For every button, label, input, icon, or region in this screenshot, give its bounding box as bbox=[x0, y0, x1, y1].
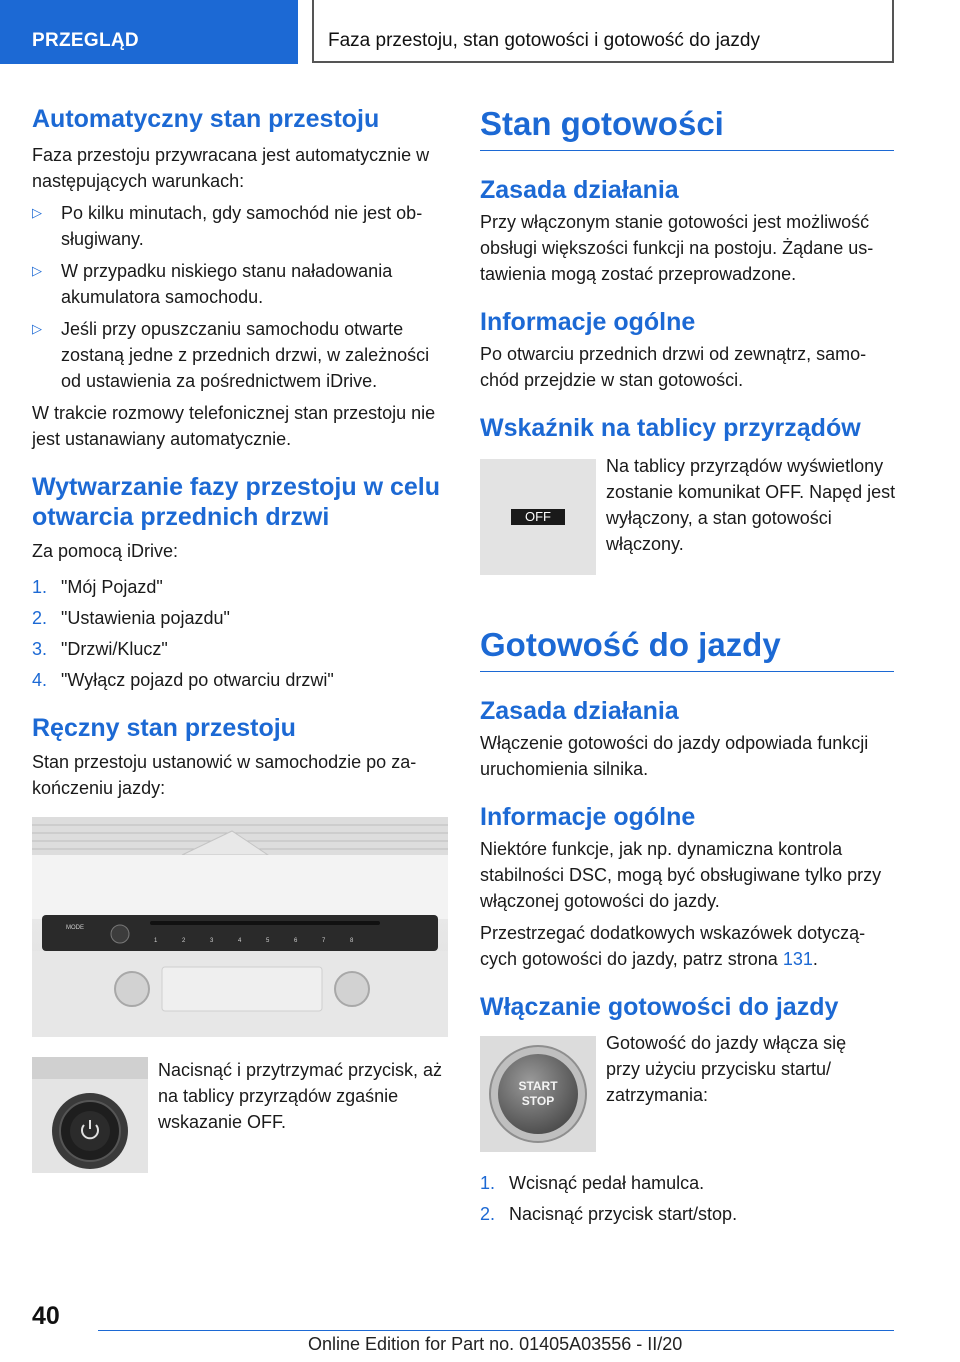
heading-general-drive: Informacje ogólne bbox=[480, 803, 696, 831]
page-header-title: Faza przestoju, stan gotowości i gotowość do jazdy bbox=[328, 30, 760, 51]
heading-automatic-sleep: Automatyczny stan przestoju bbox=[32, 105, 380, 133]
start-stop-illustration bbox=[480, 1036, 596, 1152]
right-column bbox=[480, 104, 894, 1227]
list-item: 2. "Ustawienia pojazdu" bbox=[32, 608, 230, 628]
stop-label: STOP bbox=[521, 1094, 555, 1108]
power-button-image bbox=[32, 1057, 148, 1173]
off-indicator-image bbox=[480, 459, 596, 575]
heading-create-sleep-doors: Wytwarzanie fazy przestoju w celu otwarcia przednich drzwi bbox=[32, 473, 440, 531]
start-stop-text: Gotowość do jazdy włącza się przy użyciu przycisku startu/ zatrzymania: bbox=[606, 1033, 847, 1105]
heading-indicator: Wskaźnik na tablicy przyrządów bbox=[480, 414, 861, 442]
heading-principle-drive: Zasada działania bbox=[480, 697, 679, 725]
idrive-steps bbox=[32, 574, 448, 693]
list-item: 2. Nacisnąć przycisk start/stop. bbox=[480, 1204, 738, 1224]
paragraph-observe: Przestrzegać dodatkowych wskazówek dotyczących gotowości do jazdy, patrz strona 131. bbox=[480, 923, 866, 969]
left-column bbox=[32, 104, 448, 1217]
paragraph-idrive: Za pomocą iDrive: bbox=[32, 541, 179, 561]
list-item: 1. "Mój Pojazd" bbox=[32, 577, 163, 597]
list-item: ▷ Jeśli przy opuszczaniu samochodu otwarte zostaną jedne z przednich drzwi, w zależności od ustawienia za pośrednictwem iDrive. bbox=[32, 316, 448, 394]
page-link-131[interactable]: 131 bbox=[782, 949, 813, 969]
off-indicator-text: Na tablicy przyrządów wyświetlony zostanie komunikat OFF. Napęd jest wyłączony, a stan gotowości włączony. bbox=[606, 456, 896, 554]
heading-drive-ready: Gotowość do jazdy bbox=[480, 625, 894, 672]
list-item: ▷ W przypadku niskiego stanu naładowania akumulatora samochodu. bbox=[32, 258, 448, 310]
footer-divider bbox=[98, 1330, 894, 1331]
power-button-text: Nacisnąć i przytrzymać przycisk, aż na tablicy przyrządów zgaśnie wskazanie OFF. bbox=[158, 1060, 443, 1132]
paragraph-principle-standby: Przy włączonym stanie gotowości jest możliwość obsługi większości funkcji na postoju. Żądane ustawienia mogą zostać przeprowadzone. bbox=[480, 212, 874, 284]
conditions-list bbox=[32, 200, 448, 394]
preset-digit: 2 bbox=[182, 938, 186, 944]
triangle-bullet-icon: ▷ bbox=[32, 321, 42, 336]
preset-digit: 1 bbox=[154, 938, 158, 944]
paragraph-phone-call: W trakcie rozmowy telefonicznej stan przestoju nie jest ustanawiany automatycznie. bbox=[32, 403, 436, 449]
triangle-bullet-icon: ▷ bbox=[32, 263, 42, 278]
start-stop-row bbox=[480, 1033, 894, 1170]
heading-general-standby: Informacje ogólne bbox=[480, 308, 696, 336]
center-console-image bbox=[32, 817, 448, 1037]
section-tab[interactable] bbox=[0, 0, 298, 64]
triangle-bullet-icon: ▷ bbox=[32, 205, 42, 220]
page-header bbox=[312, 0, 894, 63]
preset-digit: 5 bbox=[266, 938, 270, 944]
list-item: 3. "Drzwi/Klucz" bbox=[32, 639, 168, 659]
mode-label: MODE bbox=[66, 925, 84, 931]
center-console-illustration bbox=[32, 817, 448, 1037]
power-button-row bbox=[32, 1057, 448, 1217]
heading-manual-sleep: Ręczny stan przestoju bbox=[32, 714, 296, 742]
drive-steps bbox=[480, 1170, 894, 1227]
start-label: START bbox=[518, 1079, 558, 1093]
heading-principle-standby: Zasada działania bbox=[480, 176, 679, 204]
start-stop-image bbox=[480, 1036, 596, 1152]
preset-digit: 4 bbox=[238, 938, 242, 944]
paragraph-general-drive: Niektóre funkcje, jak np. dynamiczna kontrola stabilności DSC, mogą być obsługiwane tylko przy włączonej gotowości do jazdy. bbox=[480, 839, 882, 911]
paragraph-manual-sleep: Stan przestoju ustanowić w samochodzie po zakończeniu jazdy: bbox=[32, 752, 417, 798]
list-item: ▷ Po kilku minutach, gdy samochód nie jest obsługiwany. bbox=[32, 200, 448, 252]
preset-digit: 6 bbox=[294, 938, 298, 944]
page-number: 40 bbox=[32, 1302, 60, 1330]
off-indicator-row bbox=[480, 456, 896, 591]
paragraph-automatic-sleep: Faza przestoju przywracana jest automatycznie w następujących warunkach: bbox=[32, 145, 430, 191]
list-item: 1. Wcisnąć pedał hamulca. bbox=[480, 1173, 705, 1193]
preset-digit: 7 bbox=[322, 938, 326, 944]
footer-edition: Online Edition for Part no. 01405A03556 - II/20 bbox=[308, 1334, 683, 1354]
paragraph-general-standby: Po otwarciu przednich drzwi od zewnątrz, samochód przejdzie w stan gotowości. bbox=[480, 344, 867, 390]
heading-switch-on: Włączanie gotowości do jazdy bbox=[480, 993, 839, 1021]
list-item: 4. "Wyłącz pojazd po otwarciu drzwi" bbox=[32, 670, 334, 690]
power-button-illustration bbox=[32, 1057, 148, 1173]
preset-digit: 8 bbox=[350, 938, 354, 944]
off-badge: OFF bbox=[511, 509, 565, 525]
paragraph-principle-drive: Włączenie gotowości do jazdy odpowiada funkcji uruchomienia silnika. bbox=[480, 733, 869, 779]
preset-digit: 3 bbox=[210, 938, 214, 944]
heading-standby: Stan gotowości bbox=[480, 104, 894, 151]
section-tab-label: PRZEGLĄD bbox=[32, 30, 139, 51]
